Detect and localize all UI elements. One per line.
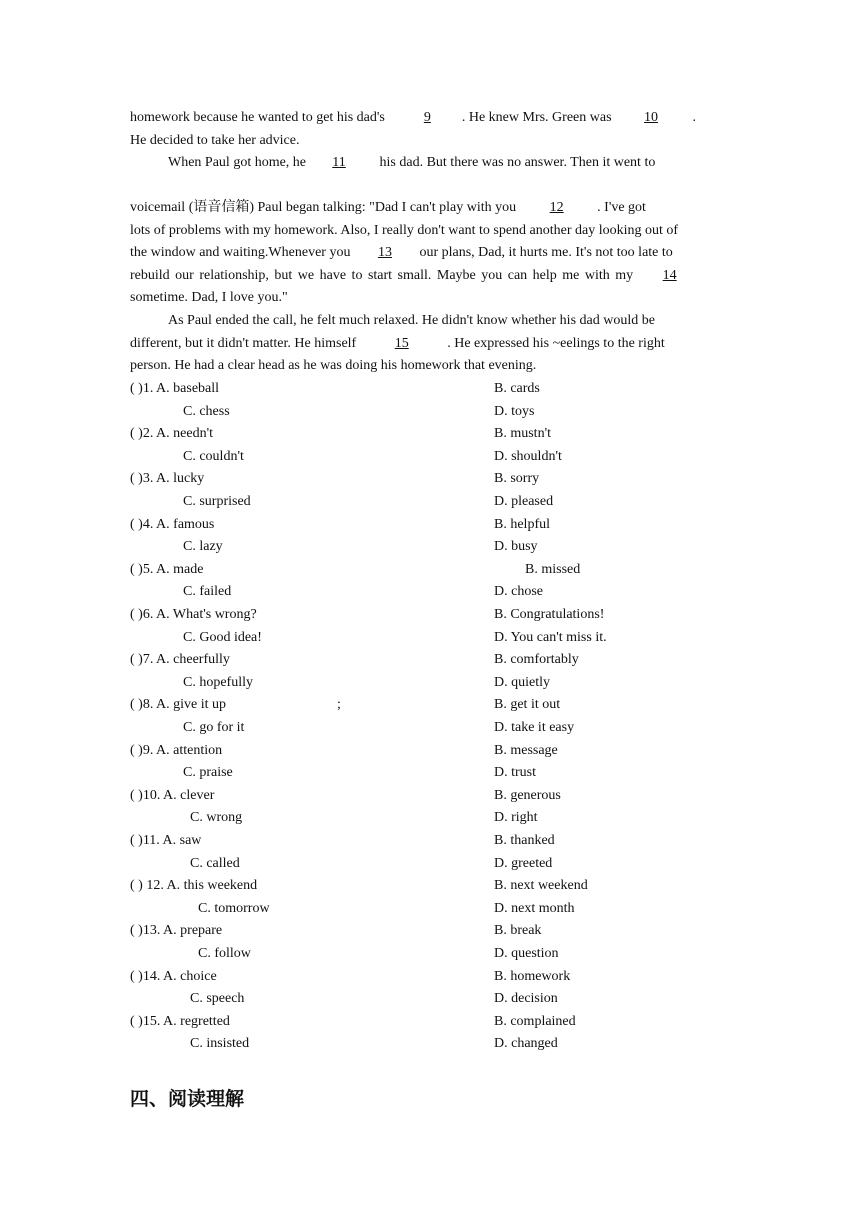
passage-text: homework because he wanted to get his dad's — [130, 110, 385, 125]
question-1-option-d: D. toys — [494, 403, 535, 419]
question-9-option-d: D. trust — [494, 765, 536, 781]
question-9-option-b: B. message — [494, 742, 558, 758]
question-2-option-d: D. shouldn't — [494, 448, 562, 464]
passage-line-3 — [168, 154, 768, 172]
passage-text: the window and waiting.Whenever you — [130, 245, 351, 260]
question-1-option-c: C. chess — [183, 403, 230, 419]
question-4-option-a: ( )4. A. famous — [130, 516, 215, 532]
question-4-option-b: B. helpful — [494, 516, 550, 532]
question-6-option-c: C. Good idea! — [183, 629, 262, 645]
passage-line-7 — [130, 267, 730, 285]
blank-14: 14 — [662, 268, 677, 283]
question-8-stray-mark: ; — [337, 697, 341, 713]
question-14-option-a: ( )14. A. choice — [130, 968, 217, 984]
passage-text: When Paul got home, he — [168, 155, 307, 170]
question-3-option-b: B. sorry — [494, 471, 540, 487]
question-9-option-a: ( )9. A. attention — [130, 742, 223, 758]
question-5-option-d: D. chose — [494, 584, 543, 600]
question-7-option-c: C. hopefully — [183, 674, 253, 690]
passage-text: . — [692, 110, 697, 125]
question-8-option-d: D. take it easy — [494, 720, 575, 735]
blank-10: 10 — [644, 110, 659, 125]
question-4-option-c: C. lazy — [183, 539, 223, 555]
passage-text: . I've got — [597, 200, 646, 215]
question-11-option-a: ( )11. A. saw — [130, 833, 202, 848]
passage-line-8: sometime. Dad, I love you." — [130, 290, 288, 305]
question-5-option-c: C. failed — [183, 584, 232, 600]
question-7-option-d: D. quietly — [494, 674, 550, 690]
question-13-option-c: C. follow — [198, 946, 251, 961]
question-11-option-d: D. greeted — [494, 855, 553, 871]
question-3-option-c: C. surprised — [183, 494, 251, 509]
passage-line-10 — [130, 335, 730, 353]
question-2-option-b: B. mustn't — [494, 426, 551, 442]
question-14-option-c: C. speech — [190, 991, 245, 1007]
question-10-option-b: B. generous — [494, 787, 561, 803]
question-3-option-d: D. pleased — [494, 494, 554, 509]
question-5-option-b: B. missed — [525, 561, 581, 577]
question-15-option-d: D. changed — [494, 1036, 558, 1052]
question-8-option-b: B. get it out — [494, 697, 561, 713]
question-10-option-a: ( )10. A. clever — [130, 787, 215, 803]
passage-text: voicemail (语音信箱) Paul began talking: "Dad I can't play with you — [130, 200, 517, 215]
section-heading: 四、阅读理解 — [130, 1088, 245, 1110]
passage-line-1 — [130, 109, 730, 127]
passage-line-9: As Paul ended the call, he felt much relaxed. He didn't know whether his dad would be — [168, 313, 655, 328]
question-13-option-d: D. question — [494, 946, 559, 961]
passage-text: . He expressed his ~eelings to the right — [447, 336, 665, 351]
passage-line-11: person. He had a clear head as he was doing his homework that evening. — [130, 358, 537, 373]
blank-13: 13 — [377, 245, 392, 260]
question-6-option-d: D. You can't miss it. — [494, 629, 607, 645]
passage-line-6 — [130, 244, 730, 262]
passage-text: his dad. But there was no answer. Then it went to — [379, 155, 656, 170]
blank-12: 12 — [549, 200, 564, 215]
question-15-option-b: B. complained — [494, 1013, 576, 1029]
question-15-option-c: C. insisted — [190, 1036, 250, 1052]
question-7-option-b: B. comfortably — [494, 652, 579, 668]
question-11-option-b: B. thanked — [494, 833, 555, 848]
question-12-option-b: B. next weekend — [494, 878, 588, 894]
question-5-option-a: ( )5. A. made — [130, 561, 204, 577]
question-14-option-b: B. homework — [494, 968, 571, 984]
question-14-option-d: D. decision — [494, 991, 558, 1007]
question-8-option-a: ( )8. A. give it up — [130, 697, 227, 713]
question-9-option-c: C. praise — [183, 765, 233, 781]
blank-9: 9 — [423, 110, 431, 125]
question-12-option-a: ( ) 12. A. this weekend — [130, 878, 258, 894]
question-4-option-d: D. busy — [494, 539, 538, 555]
passage-line-4 — [130, 199, 730, 217]
question-1-option-a: ( )1. A. baseball — [130, 381, 220, 396]
question-2-option-a: ( )2. A. needn't — [130, 426, 214, 442]
question-11-option-c: C. called — [190, 855, 240, 871]
question-6-option-a: ( )6. A. What's wrong? — [130, 607, 257, 622]
question-12-option-c: C. tomorrow — [198, 900, 270, 916]
question-10-option-c: C. wrong — [190, 810, 243, 826]
passage-text: different, but it didn't matter. He himself — [130, 336, 357, 351]
question-13-option-b: B. break — [494, 923, 542, 939]
question-7-option-a: ( )7. A. cheerfully — [130, 652, 230, 668]
question-15-option-a: ( )15. A. regretted — [130, 1013, 230, 1029]
blank-15: 15 — [394, 336, 409, 351]
passage-text: our plans, Dad, it hurts me. It's not too late to — [419, 245, 673, 260]
passage-line-5: lots of problems with my homework. Also, I really don't want to spend another day looking out of — [130, 223, 679, 238]
passage-line-2: He decided to take her advice. — [130, 133, 300, 148]
passage-text: rebuild our relationship, but we have to start small. Maybe you can help me with my — [130, 268, 634, 283]
blank-11: 11 — [332, 155, 346, 170]
question-10-option-d: D. right — [494, 810, 538, 826]
question-13-option-a: ( )13. A. prepare — [130, 923, 223, 939]
question-3-option-a: ( )3. A. lucky — [130, 471, 205, 487]
question-1-option-b: B. cards — [494, 381, 540, 396]
question-2-option-c: C. couldn't — [183, 448, 244, 464]
question-6-option-b: B. Congratulations! — [494, 607, 605, 622]
question-8-option-c: C. go for it — [183, 720, 245, 735]
question-12-option-d: D. next month — [494, 900, 575, 916]
passage-text: . He knew Mrs. Green was — [461, 110, 612, 125]
